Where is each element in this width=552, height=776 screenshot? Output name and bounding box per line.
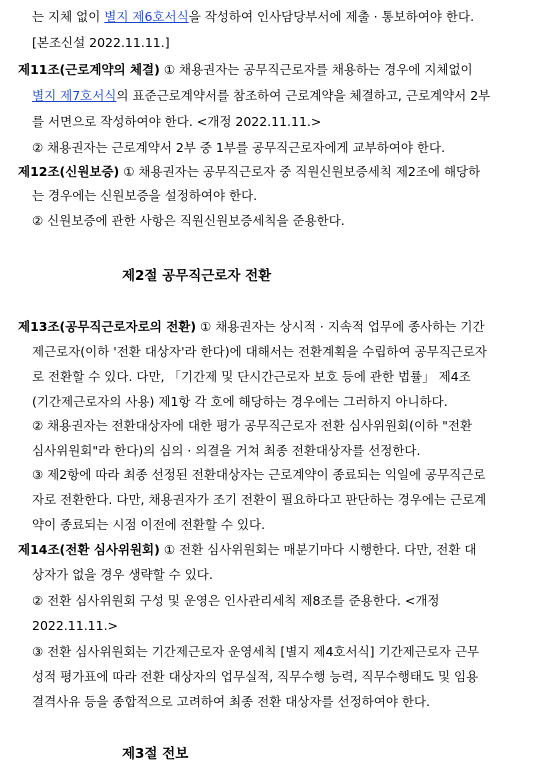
article-13-line-5: ② 채용권자는 전환대상자에 대한 평가 공무직근로자 전환 심사위원회(이하 "전환 — [32, 418, 473, 433]
article-13-line-2: 제근로자(이하 '전환 대상자'라 한다)에 대해서는 전환계획을 수립하여 공무직근로자 — [32, 344, 487, 359]
article-11-line-4: ② 채용권자는 근로계약서 2부 중 1부를 공무직근로자에게 교부하여야 한다. — [32, 140, 446, 155]
article-12-line-2: 는 경우에는 신원보증을 설정하여야 한다. — [32, 188, 258, 203]
text: 을 작성하여 인사담당부서에 제출 · 통보하여야 한다. — [188, 9, 475, 24]
article-12-line-1 — [18, 163, 480, 181]
section-heading: 제3절 전보 — [122, 746, 189, 762]
section-heading: 제2절 공무직근로자 전환 — [122, 268, 272, 284]
article-14-line-4: 2022.11.11.> — [32, 618, 119, 633]
text: ① 채용권자는 상시적 · 지속적 업무에 종사하는 기간 — [196, 319, 485, 334]
article-title: 제11조(근로계약의 체결) — [18, 62, 160, 77]
article-11-line-1 — [18, 61, 532, 79]
text: ① 전환 심사위원회는 매분기마다 시행한다. 다만, 전환 대 — [159, 542, 477, 557]
article-13-line-7: ③ 제2항에 따라 최종 선정된 전환대상자는 근로계약이 종료되는 익일에 공무직근로 — [32, 467, 486, 482]
form-link[interactable]: 별지 제7호서식 — [32, 88, 117, 103]
article-14-line-7: 결격사유 등을 종합적으로 고려하여 최종 전환 대상자를 선정하여야 한다. — [32, 694, 431, 709]
article-13-line-9: 약이 종료되는 시점 이전에 전환할 수 있다. — [32, 517, 266, 532]
article-13-line-6: 심사위원회"라 한다)의 심의 · 의결을 거쳐 최종 전환대상자를 선정한다. — [32, 443, 421, 458]
text: ① 채용권자는 공무직근로자를 채용하는 경우에 지체없이 — [159, 62, 473, 77]
article-13-line-4: (기간제근로자의 사용) 제1항 각 호에 해당하는 경우에는 그러하지 아니하다. — [32, 394, 448, 409]
article-14-line-2: 상자가 없을 경우 생략할 수 있다. — [32, 567, 213, 582]
article-14-line-1 — [18, 541, 476, 559]
text: 의 표준근로계약서를 참조하여 근로계약을 체결하고, 근로계약서 2부 — [116, 88, 491, 103]
article-title: 제13조(공무직근로자로의 전환) — [18, 319, 197, 334]
paragraph-line — [32, 8, 474, 26]
text: 는 지체 없이 — [32, 9, 105, 24]
article-title: 제14조(전환 심사위원회) — [18, 542, 160, 557]
article-13-line-1 — [18, 318, 485, 336]
form-link[interactable]: 별지 제6호서식 — [104, 9, 189, 24]
amendment-note: [본조신설 2022.11.11.] — [32, 35, 170, 50]
article-14-line-6: 성적 평가표에 따라 전환 대상자의 업무실적, 직무수행 능력, 직무수행태도 및 임용 — [32, 669, 479, 684]
article-12-line-3: ② 신원보증에 관한 사항은 직원신원보증세칙을 준용한다. — [32, 213, 345, 228]
article-title: 제12조(신원보증) — [18, 164, 120, 179]
article-11-line-2 — [32, 87, 490, 105]
article-13-line-8: 자로 전환한다. 다만, 채용권자가 조기 전환이 필요하다고 판단하는 경우에는 근로계 — [32, 492, 487, 507]
article-14-line-5: ③ 전환 심사위원회는 기간제근로자 운영세칙 [별지 제4호서식] 기간제근로자 근무 — [32, 644, 480, 659]
article-13-line-3: 로 전환할 수 있다. 다만, 「기간제 및 단시간근로자 보호 등에 관한 법률」 제4조 — [32, 369, 471, 384]
text: ① 채용권자는 공무직근로자 중 직원신원보증세칙 제2조에 해당하 — [119, 164, 481, 179]
article-14-line-3: ② 전환 심사위원회 구성 및 운영은 인사관리세칙 제8조를 준용한다. <개정 — [32, 593, 440, 608]
article-11-line-3: 를 서면으로 작성하여야 한다. <개정 2022.11.11.> — [32, 114, 322, 129]
